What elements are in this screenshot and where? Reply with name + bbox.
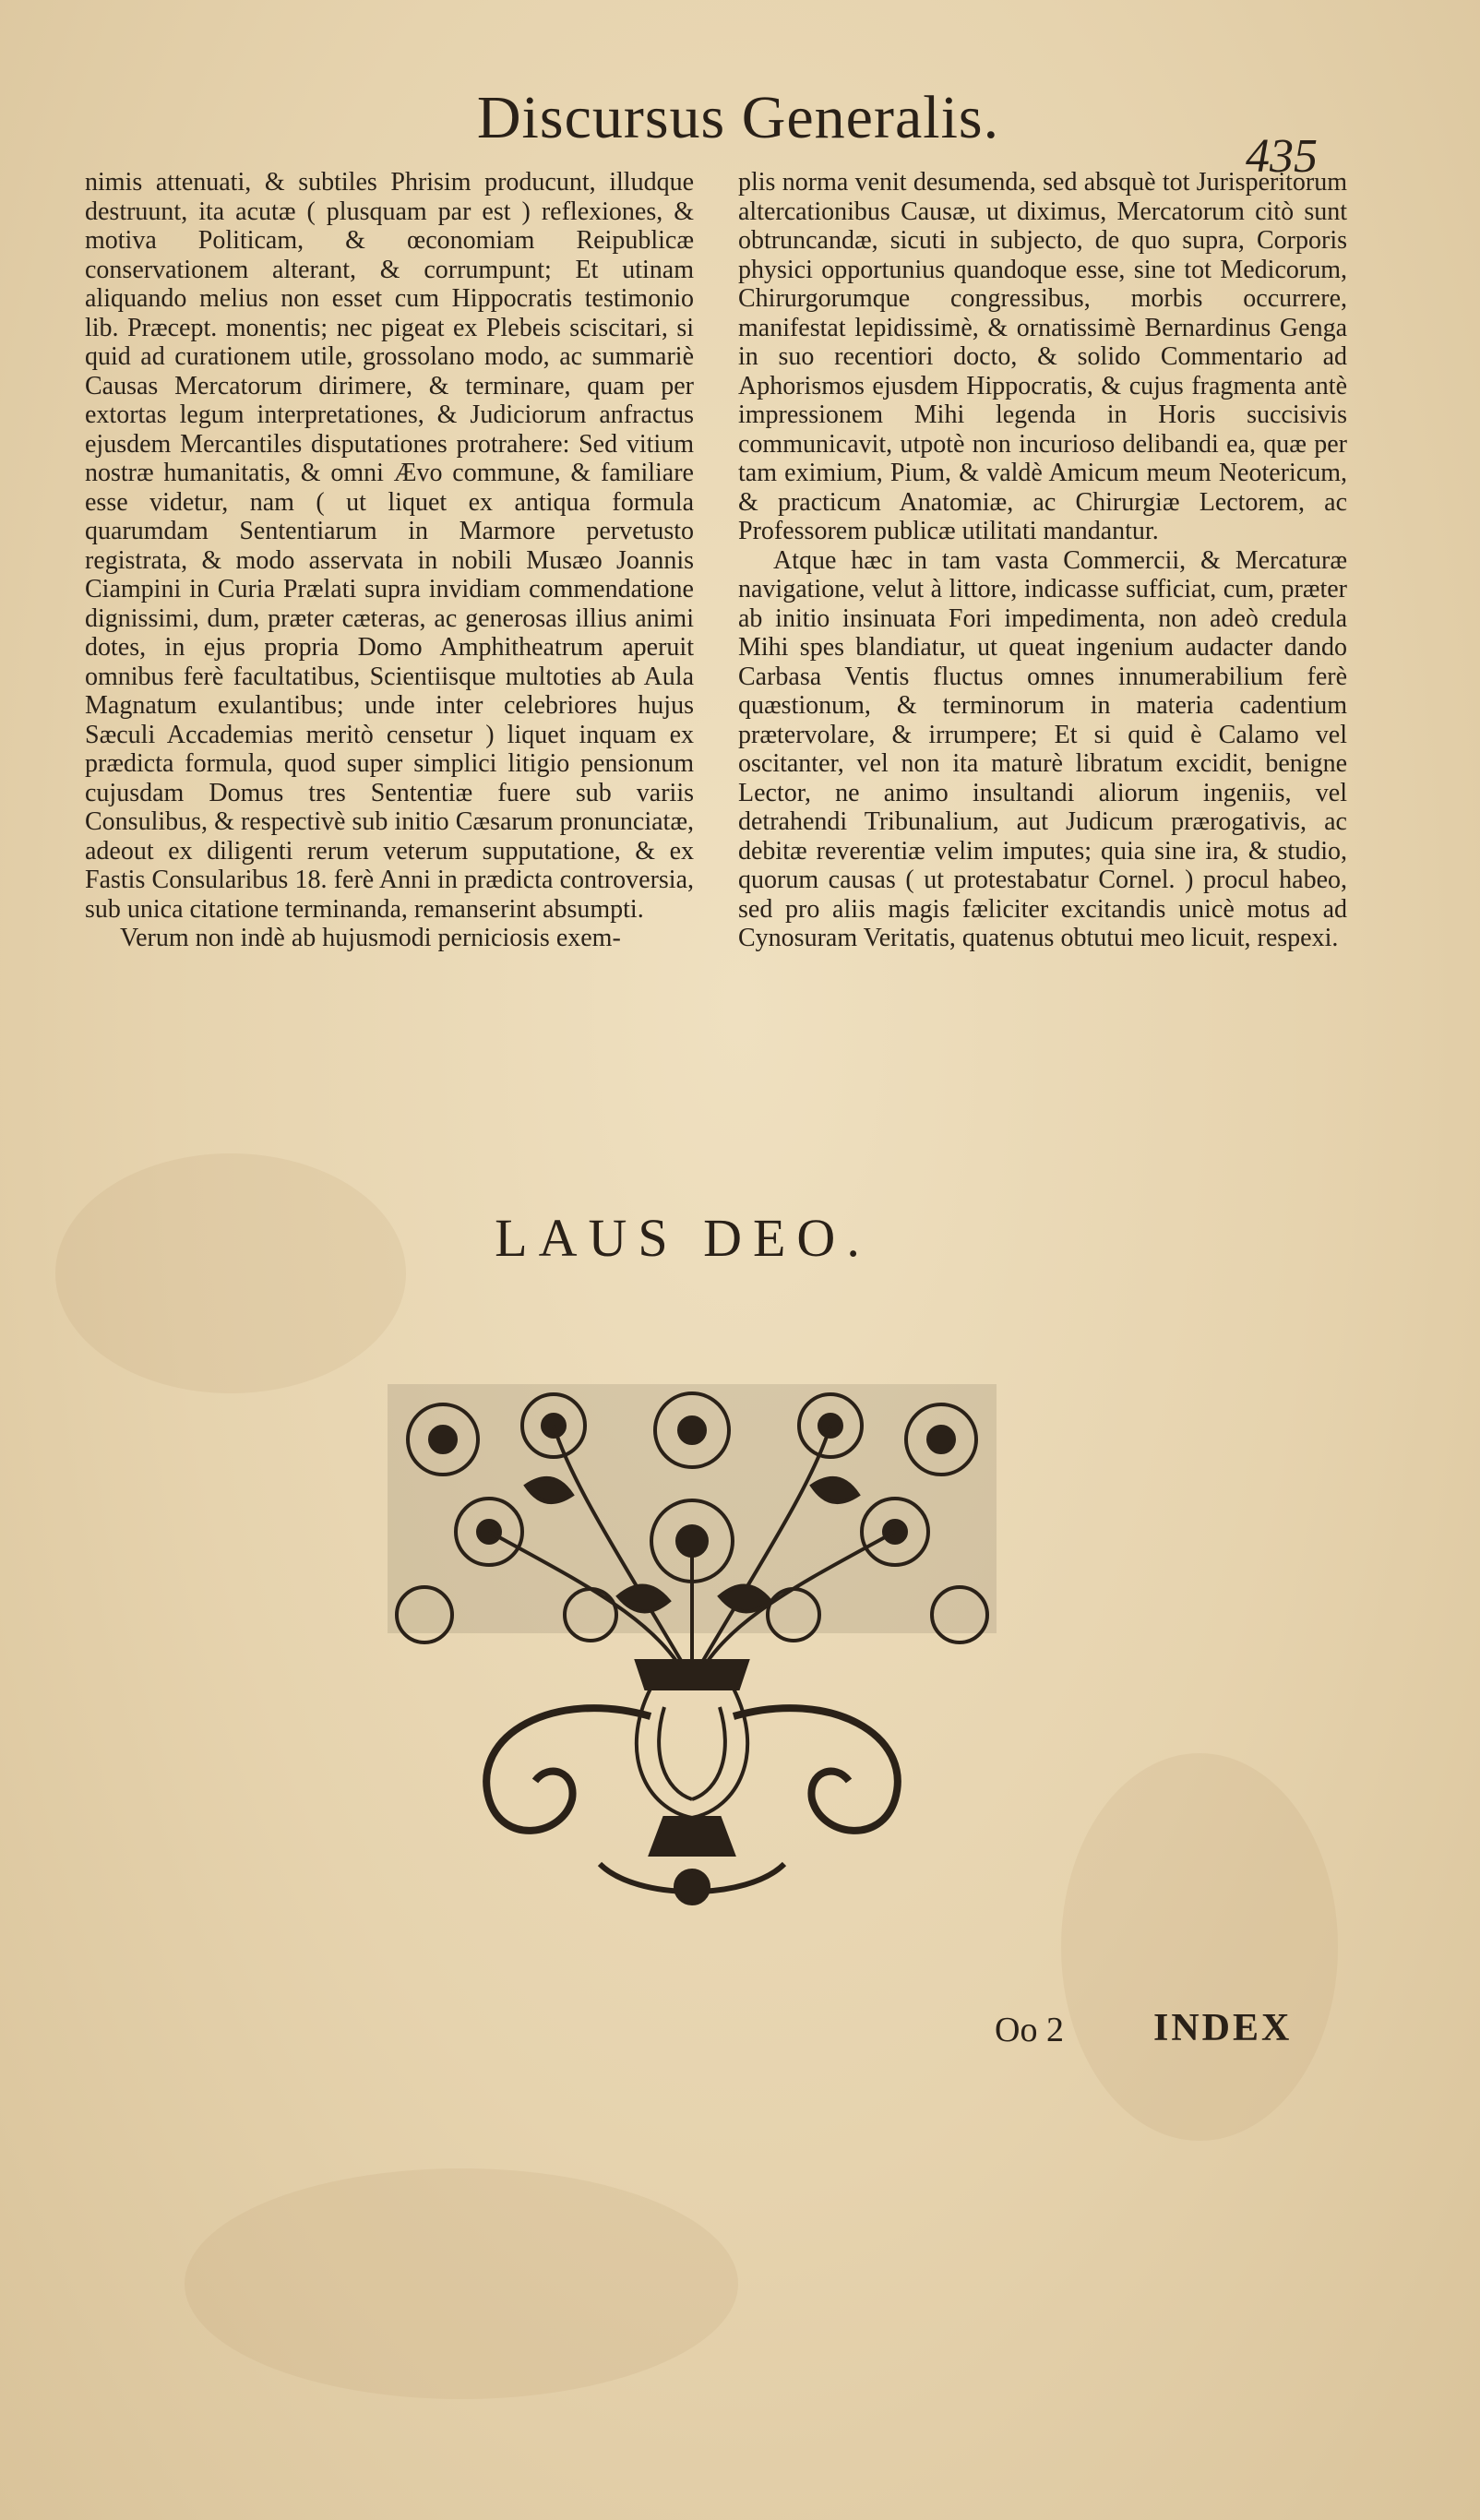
right-paragraph-2: Atque hæc in tam vasta Commercii, & Mercaturæ navigatione, velut à littore, indicasse sufficiat, cum, præter ab initio insinuata Fori impedimenta, non adeò credula Mihi spes blandiatur, ut queat ingenium audacter dando Carbasa Ventis fluctus omnes innumerabilium ferè quæstionum, & terminorum in materia cadentium prætervolare, & irrumpere; Et si quid è Calamo vel oscitanter, vel non ita maturè libratum excidit, benigne Lector, ne animo insultandi aliorum ingeniis, vel detrahendi Tribunalium, aut Judicum prærogativis, ac debitæ reverentiæ velim imputes; quia sine ira, & studio, quorum causas ( ut protestabatur Cornel. ) procul habeo, sed pro aliis magis fæliciter excitandis unicè motus ad Cynosuram Veritatis, quatenus obtutui meo licuit, respexi. [738, 545, 1347, 952]
catchword: INDEX [1153, 2007, 1293, 2049]
left-paragraph-1: nimis attenuati, & subtiles Phrisim producunt, illudque destruunt, ita acutæ ( plusquam par est ) reflexiones, & motiva Politicam, & œconomiam Reipublicæ conservationem alterant, & corrumpunt; Et utinam aliquando melius non esset cum Hippocratis testimonio lib. Præcept. monentis; nec pigeat ex Plebeis sciscitari, si quid ad curationem utile, grossolano modo, ac summariè Causas Mercatorum dirimere, & terminare, quam per extortas legum interpretationes, & Judiciorum anfractus ejusdem Mercantiles disputationes protrahere: Sed vitium nostræ humanitatis, & omni Ævo commune, & familiare esse videtur, nam ( ut liquet ex antiqua formula quarumdam Sententiarum in Marmore pervetusto registrata, & modo asservata in nobili Musæo Joannis Ciampini in Curia Prælati supra invidiam commendatione dignissimi, dum, præter cæteras, ac generosas illius animi dotes, in ejus propria Domo Amphitheatrum aperuit omnibus ferè facultatibus, Scientiisque multoties ab Aula Magnatum exulantibus; unde inter celebriores hujus Sæculi Accademias meritò censetur ) liquet inquam ex prædicta formula, quod super simplici litigio pensionum cujusdam Domus tres Sententiæ fuere sub variis Consulibus, & respectivè sub initio Cæsarum pronunciatæ, adeout ex diligenti rerum veterum supputatione, & ex Fastis Consularibus 18. ferè Anni in prædicta controversia, sub unica citatione terminanda, remanserint absumpti. [85, 168, 694, 924]
paper-stain [55, 1153, 406, 1393]
floral-vase-woodcut-icon [388, 1384, 997, 1910]
signature-mark: Oo 2 [995, 2011, 1064, 2049]
paper-stain [1061, 1753, 1338, 2141]
page-number: 435 [1246, 130, 1318, 183]
right-paragraph-1: plis norma venit desumenda, sed absquè tot Jurisperitorum altercationibus Causæ, ut diximus, Mercatorum citò sunt obtruncandæ, sicuti in subjecto, de quo supra, Corporis physici opportunius quandoque esse, sine tot Medicorum, Chirurgorumque congressibus, morbis occurrere, manifestat lepidissimè, & ornatissimè Bernardinus Genga in suo recentiori docto, & solido Commentario ad Aphorismos ejusdem Hippocratis, & cujus fragmenta antè impressionem Mihi legenda in Horis succisivis communicavit, utpotè non incurioso delibandi ea, quæ per tam eximium, Pium, & valdè Amicum meum Neotericum, & practicum Anatomiæ, ac Chirurgiæ Lectorem, ac Professorem publicæ utilitati mandantur. [738, 168, 1347, 545]
running-head: Discursus Generalis. [476, 84, 1000, 151]
paper-stain [185, 2168, 738, 2399]
left-paragraph-2: Verum non indè ab hujusmodi perniciosis exem- [120, 924, 621, 952]
closing-laus-deo: LAUS DEO. [495, 1208, 871, 1268]
right-column [738, 168, 1347, 953]
left-column [85, 168, 694, 953]
